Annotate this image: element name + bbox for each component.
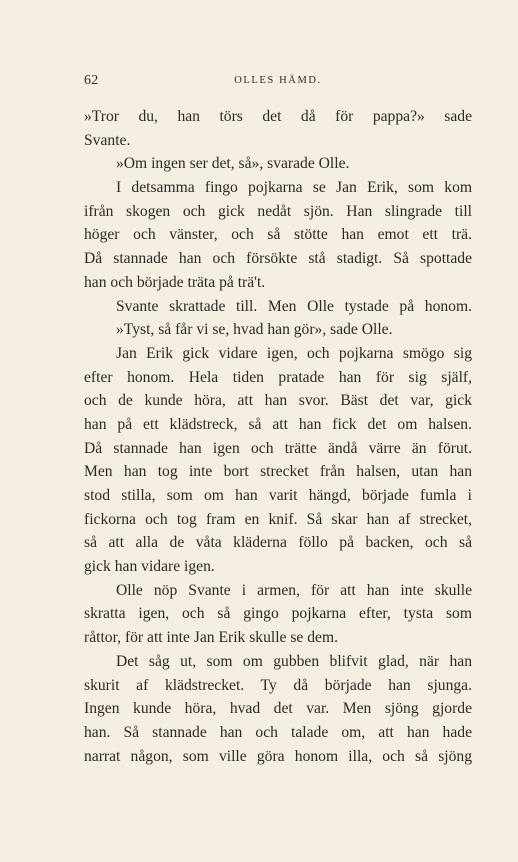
text-line: »Tror du, han törs det då för pappa?» sade — [84, 108, 472, 125]
text-line: Jan Erik gick vidare igen, och pojkarna smögo sig — [116, 344, 472, 362]
text-line: råttor, för att inte Jan Erik skulle se dem. — [84, 629, 338, 647]
text-line: Då stannade han igen och trätte ändå värre än förut. — [84, 439, 472, 457]
page-number: 62 — [84, 73, 99, 88]
running-head — [84, 73, 472, 93]
text-line: så att alla de våta kläderna föllo på backen, och så — [84, 534, 472, 552]
text-line: Men han tog inte bort strecket från halsen, utan han — [84, 463, 472, 481]
text-line: Det såg ut, som om gubben blifvit glad, när han — [116, 652, 472, 670]
text-line: I detsamma fingo pojkarna se Jan Erik, som kom — [116, 179, 472, 197]
text-line: fickorna och tog fram en knif. Så skar han af strecket, — [84, 510, 472, 528]
text-line: skratta igen, och så gingo pojkarna efter, tysta som — [84, 605, 472, 623]
text-line: Svante skrattade till. Men Olle tystade på honom. — [116, 297, 472, 315]
text-line: han. Så stannade han och talade om, att han hade — [84, 723, 472, 741]
text-line: Svante. — [84, 131, 131, 149]
text-line: efter honom. Hela tiden pratade han för sig själf, — [84, 368, 472, 386]
text-line: narrat någon, som ville göra honom illa, och så sjöng — [84, 747, 472, 765]
running-title: OLLES HÄMD. — [234, 75, 322, 86]
text-line: »Om ingen ser det, så», svarade Olle. — [116, 155, 350, 173]
text-line: gick han vidare igen. — [84, 558, 215, 576]
text-line: »Tyst, så får vi se, hvad han gör», sade Olle. — [116, 321, 393, 339]
text-line: och de kunde höra, att han svor. Bäst det var, gick — [84, 392, 472, 410]
body-text — [84, 105, 472, 768]
text-line: Ingen kunde höra, hvad det var. Men sjöng gjorde — [84, 700, 472, 718]
text-line: skurit af klädstrecket. Ty då började han sjunga. — [84, 676, 472, 694]
text-line: Då stannade han och försökte stå stadigt. Så spottade — [84, 250, 472, 268]
text-line: höger och vänster, och så stötte han emot ett trä. — [84, 226, 472, 244]
text-line: ifrån skogen och gick nedåt sjön. Han slingrade till — [84, 202, 472, 220]
text-line: han och började träta på trä't. — [84, 273, 266, 291]
text-line: Olle nöp Svante i armen, för att han inte skulle — [116, 581, 472, 599]
text-line: stod stilla, som om han varit hängd, började fumla i — [84, 487, 472, 504]
text-line: han på ett klädstreck, så att han fick det om halsen. — [84, 415, 472, 433]
